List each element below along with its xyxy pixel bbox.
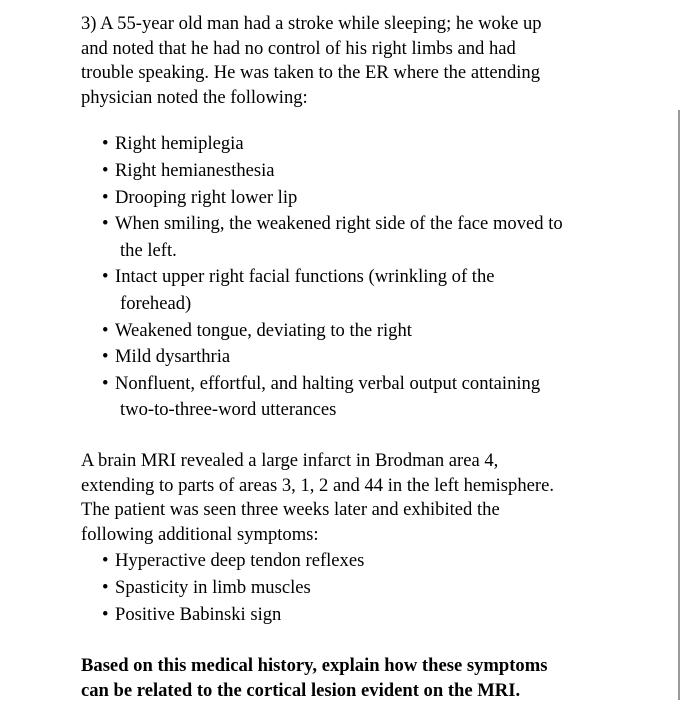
bullet-icon: • (102, 266, 109, 288)
question-line: Based on this medical history, explain how these symptoms (81, 655, 548, 677)
bullet-icon: • (102, 604, 109, 626)
bullet-icon: • (102, 159, 109, 181)
additional-symptoms-list (102, 547, 666, 628)
intro-line: 3) A 55-year old man had a stroke while sleeping; he woke up (81, 13, 542, 34)
intro-line: physician noted the following: (81, 86, 308, 108)
bullet-icon: • (102, 213, 109, 235)
list-item (102, 547, 666, 574)
list-item (102, 211, 602, 264)
list-item (102, 371, 602, 424)
list-item (102, 318, 602, 345)
intro-line: trouble speaking. He was taken to the ER where the attending (81, 62, 541, 84)
symptom-text: Spasticity in limb muscles (115, 577, 311, 599)
initial-findings-list (102, 131, 602, 424)
finding-text-continued: forehead) (120, 292, 192, 314)
question-document (81, 12, 666, 703)
finding-text: When smiling, the weakened right side of the face moved to (115, 213, 563, 235)
list-item (102, 601, 666, 628)
bullet-icon: • (102, 372, 109, 394)
list-item (102, 344, 602, 371)
finding-text-continued: two-to-three-word utterances (120, 399, 337, 421)
case-intro-paragraph (81, 12, 666, 110)
finding-text-continued: the left. (120, 239, 177, 261)
mri-line: extending to parts of areas 3, 1, 2 and 44 in the left hemisphere. (81, 474, 554, 496)
finding-text: Nonfluent, effortful, and halting verbal output containing (115, 372, 541, 394)
list-item (102, 574, 666, 601)
finding-text: Mild dysarthria (115, 346, 231, 368)
mri-findings-paragraph (81, 449, 666, 547)
intro-line: and noted that he had no control of his right limbs and had (81, 37, 516, 59)
mri-line: A brain MRI revealed a large infarct in Brodman area 4, (81, 449, 499, 471)
bullet-icon: • (102, 577, 109, 599)
symptom-text: Positive Babinski sign (115, 604, 282, 626)
list-item (102, 185, 602, 212)
question-line: can be related to the cortical lesion evident on the MRI. (81, 679, 521, 701)
mri-line: The patient was seen three weeks later and exhibited the (81, 499, 500, 521)
list-item (102, 264, 602, 317)
bullet-icon: • (102, 133, 109, 155)
finding-text: Intact upper right facial functions (wrinkling of the (115, 266, 495, 288)
bullet-icon: • (102, 346, 109, 368)
bullet-icon: • (102, 550, 109, 572)
page-edge-divider (678, 110, 680, 700)
finding-text: Drooping right lower lip (115, 186, 298, 208)
list-item (102, 131, 602, 158)
finding-text: Right hemianesthesia (115, 159, 275, 181)
question-prompt (81, 654, 666, 703)
finding-text: Right hemiplegia (115, 133, 244, 155)
bullet-icon: • (102, 319, 109, 341)
list-item (102, 158, 602, 185)
finding-text: Weakened tongue, deviating to the right (115, 319, 412, 341)
bullet-icon: • (102, 186, 109, 208)
mri-line: following additional symptoms: (81, 523, 319, 545)
symptom-text: Hyperactive deep tendon reflexes (115, 550, 365, 572)
